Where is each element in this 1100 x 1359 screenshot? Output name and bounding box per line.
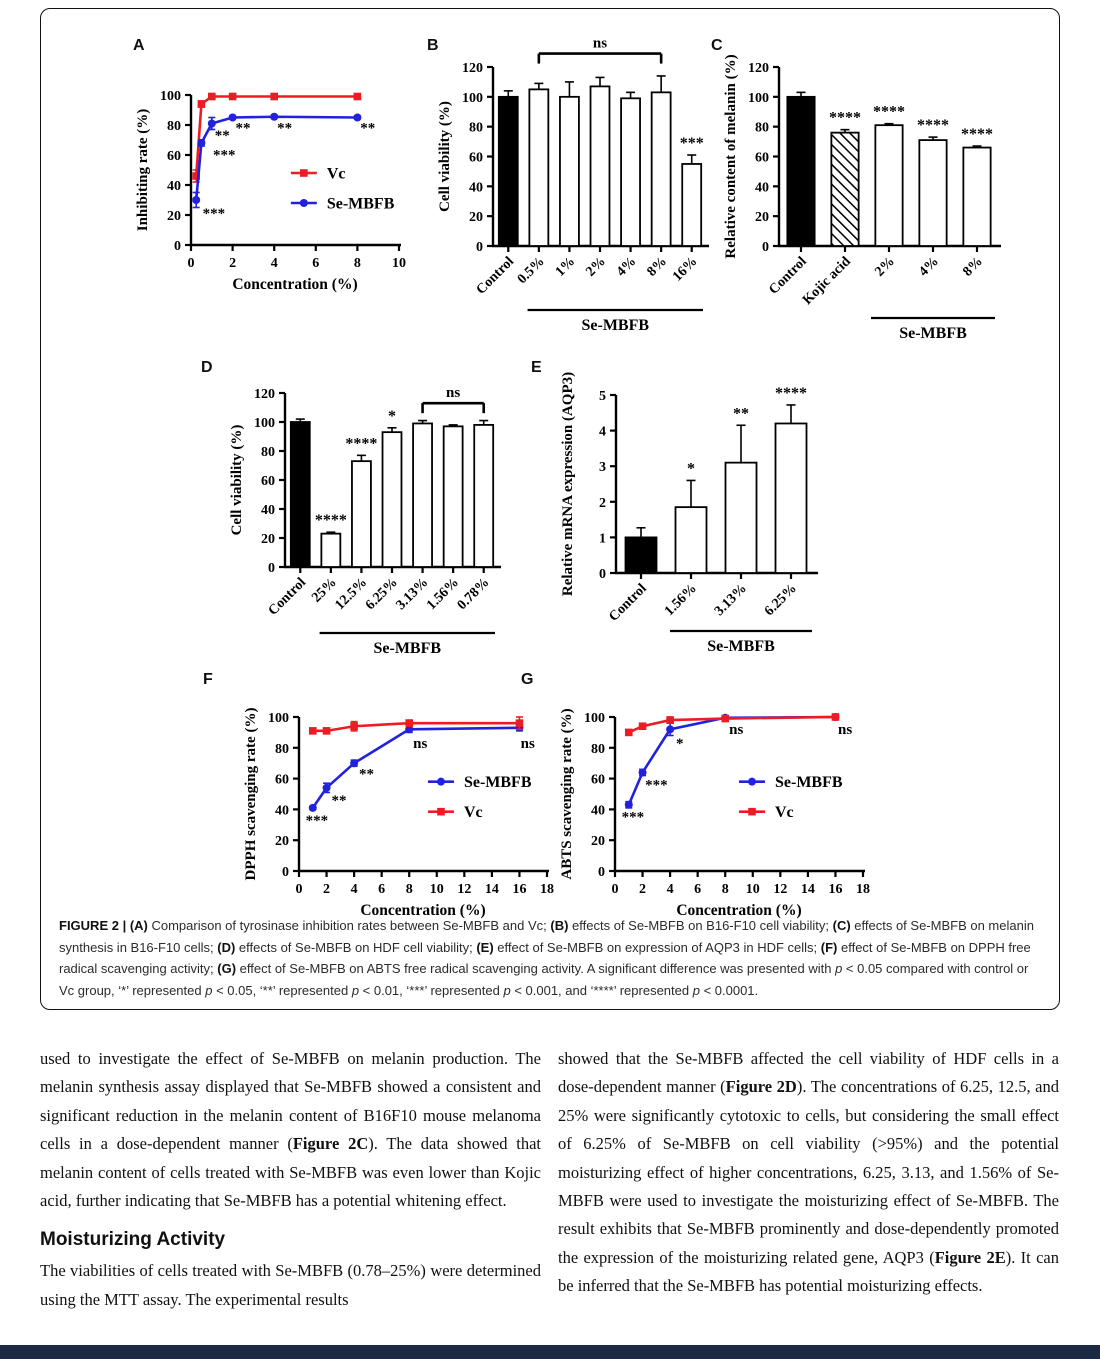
svg-text:6.25%: 6.25%: [761, 581, 800, 620]
svg-text:Control: Control: [473, 254, 518, 298]
svg-text:0: 0: [174, 239, 181, 254]
svg-text:60: 60: [469, 150, 483, 166]
svg-text:4: 4: [666, 882, 674, 897]
svg-text:2%: 2%: [583, 254, 609, 280]
svg-text:Inhibiting rate (%): Inhibiting rate (%): [135, 108, 151, 232]
svg-text:18: 18: [540, 882, 554, 897]
svg-text:ns: ns: [413, 735, 428, 752]
svg-text:Relative mRNA expression (AQP3: Relative mRNA expression (AQP3): [560, 371, 576, 597]
chart-a-tyrosinase-inhibition: [125, 61, 425, 309]
svg-text:10: 10: [429, 882, 444, 897]
svg-text:60: 60: [261, 474, 275, 489]
svg-text:0: 0: [295, 882, 303, 897]
svg-text:10: 10: [745, 882, 760, 897]
panel-f-label: F: [203, 671, 213, 688]
svg-text:6.25%: 6.25%: [362, 575, 401, 614]
svg-text:120: 120: [462, 61, 483, 76]
figure-2-box: [40, 8, 1060, 1010]
svg-text:14: 14: [484, 882, 499, 897]
svg-text:14: 14: [800, 882, 815, 897]
svg-text:3.13%: 3.13%: [711, 581, 750, 620]
right-column: [558, 1045, 1059, 1314]
svg-text:ns: ns: [592, 35, 608, 52]
svg-text:***: ***: [305, 812, 329, 829]
svg-text:0: 0: [476, 240, 483, 255]
panel-a-label: A: [133, 37, 145, 54]
svg-text:0: 0: [611, 882, 619, 897]
svg-text:40: 40: [275, 803, 289, 819]
svg-text:Kojic acid: Kojic acid: [800, 254, 854, 308]
panel-d-label: D: [201, 359, 213, 376]
svg-text:***: ***: [679, 135, 704, 153]
panel-b-label: B: [427, 37, 439, 54]
svg-text:6: 6: [378, 882, 386, 897]
svg-text:100: 100: [748, 90, 769, 106]
svg-text:Se-MBFB: Se-MBFB: [581, 317, 650, 334]
svg-text:100: 100: [254, 416, 275, 431]
svg-text:12.5%: 12.5%: [332, 575, 371, 614]
svg-text:0: 0: [268, 561, 275, 576]
chart-f-dpph-scavenging: [237, 693, 567, 933]
svg-text:1: 1: [599, 531, 606, 547]
svg-text:0: 0: [762, 240, 769, 255]
svg-text:1.56%: 1.56%: [424, 575, 462, 614]
svg-text:ns: ns: [729, 721, 744, 738]
svg-text:20: 20: [591, 834, 605, 850]
svg-text:8: 8: [353, 256, 361, 271]
svg-text:8%: 8%: [960, 254, 986, 280]
svg-text:****: ****: [873, 103, 905, 121]
svg-text:0.78%: 0.78%: [454, 575, 493, 614]
svg-text:ABTS scavenging rate (%): ABTS scavenging rate (%): [559, 708, 575, 880]
svg-text:80: 80: [469, 120, 483, 136]
svg-text:0: 0: [598, 865, 605, 880]
svg-text:***: ***: [645, 777, 668, 794]
svg-text:****: ****: [314, 512, 347, 530]
svg-text:80: 80: [755, 120, 769, 136]
svg-text:Control: Control: [766, 254, 810, 298]
svg-text:Se-MBFB: Se-MBFB: [707, 638, 775, 655]
svg-text:4%: 4%: [613, 254, 640, 280]
svg-text:ns: ns: [837, 721, 853, 738]
svg-text:****: ****: [775, 384, 807, 402]
svg-text:16: 16: [828, 882, 843, 897]
svg-text:Cell viability (%): Cell viability (%): [437, 101, 453, 212]
svg-text:Concentration (%): Concentration (%): [360, 902, 486, 919]
svg-text:*: *: [676, 735, 684, 752]
svg-text:20: 20: [755, 210, 769, 226]
svg-text:8: 8: [721, 882, 729, 897]
svg-text:Se-MBFB: Se-MBFB: [373, 640, 442, 657]
chart-b-b16f10-viability: [433, 29, 723, 364]
left-paragraph-2: The viabilities of cells treated with Se-MBFB (0.78–25%) were determined using the MTT assay. The experimental results: [40, 1261, 541, 1309]
svg-text:18: 18: [856, 882, 870, 897]
chart-d-hdf-viability: [219, 357, 519, 687]
svg-text:**: **: [214, 128, 230, 144]
svg-text:2: 2: [639, 882, 647, 897]
svg-text:60: 60: [275, 772, 289, 788]
chart-c-melanin-content: [715, 29, 1015, 364]
right-paragraph-1: showed that the Se-MBFB affected the cell viability of HDF cells in a dose-dependent manner (Figure 2D). The concentrations of 6.25, 12.5, and 25% were significantly cytotoxic to cells, but considering the small effect of 6.25% of Se-MBFB on cell viability (>95%) and the potential moisturizing effect of higher concentrations, 6.25, 3.13, and 1.56% of Se-MBFB were used to investigate the moisturizing effect of Se-MBFB. The result exhibits that Se-MBFB prominently and dose-dependently promoted the expression of the moisturizing related gene, AQP3 (Figure 2E). It can be inferred that the Se-MBFB has potential moisturizing effects.: [558, 1049, 1060, 1295]
svg-text:**: **: [360, 120, 376, 137]
svg-text:0.5%: 0.5%: [514, 254, 548, 288]
svg-text:80: 80: [261, 445, 275, 460]
section-heading: Moisturizing Activity: [40, 1229, 226, 1251]
svg-text:6: 6: [694, 882, 702, 897]
svg-text:40: 40: [167, 179, 181, 194]
svg-text:40: 40: [469, 180, 483, 196]
svg-text:8%: 8%: [644, 254, 670, 280]
svg-text:20: 20: [167, 209, 181, 224]
svg-text:4: 4: [599, 424, 606, 440]
svg-text:0: 0: [599, 567, 606, 582]
svg-text:ns: ns: [520, 735, 535, 752]
svg-text:**: **: [733, 405, 749, 423]
svg-text:16: 16: [512, 882, 527, 897]
svg-text:Se-MBFB: Se-MBFB: [326, 195, 395, 213]
svg-text:40: 40: [261, 503, 275, 518]
svg-text:120: 120: [748, 61, 769, 76]
svg-text:100: 100: [584, 711, 605, 726]
svg-text:2: 2: [229, 256, 237, 271]
svg-text:*: *: [388, 407, 396, 425]
svg-text:4%: 4%: [916, 254, 942, 280]
svg-text:20: 20: [469, 210, 483, 226]
svg-text:ns: ns: [446, 385, 461, 402]
svg-text:Control: Control: [265, 575, 310, 619]
svg-text:20: 20: [261, 532, 275, 547]
svg-text:1%: 1%: [552, 254, 579, 280]
svg-text:****: ****: [829, 109, 861, 127]
svg-text:0: 0: [282, 865, 289, 880]
svg-text:***: ***: [213, 147, 236, 164]
svg-text:2%: 2%: [872, 254, 898, 280]
svg-text:5: 5: [599, 389, 606, 404]
svg-text:Vc: Vc: [775, 804, 794, 822]
svg-text:Concentration (%): Concentration (%): [232, 276, 358, 293]
svg-text:4: 4: [270, 256, 278, 271]
svg-text:*: *: [687, 460, 695, 478]
panel-e-label: E: [531, 359, 542, 376]
svg-text:**: **: [277, 120, 293, 137]
svg-text:100: 100: [268, 711, 289, 726]
svg-text:1.56%: 1.56%: [661, 581, 700, 620]
svg-text:Concentration (%): Concentration (%): [676, 902, 802, 919]
svg-text:Se-MBFB: Se-MBFB: [899, 325, 967, 342]
svg-text:0: 0: [187, 256, 195, 271]
svg-text:Relative content of melanin (%: Relative content of melanin (%): [723, 54, 739, 259]
svg-text:Vc: Vc: [326, 165, 346, 183]
svg-text:25%: 25%: [309, 575, 340, 606]
svg-text:****: ****: [917, 117, 949, 135]
figure-caption: FIGURE 2 | (A) Comparison of tyrosinase inhibition rates between Se-MBFB and Vc; (B) effects of Se-MBFB on B16-F10 cell viability; (C) effects of Se-MBFB on melanin synthesis in B16-F10 cells; (D) effects of Se-MBFB on HDF cell viability; (E) effect of Se-MBFB on expression of AQP3 in HDF cells; (F) effect of Se-MBFB on DPPH free radical scavenging activity; (G) effect of Se-MBFB on ABTS free radical scavenging activity. A significant difference was presented with p < 0.05 compared with control or Vc group, ‘*’ represented p < 0.05, ‘**’ represented p < 0.01, ‘***’ represented p < 0.001, and ‘****’ represented p < 0.0001.: [59, 918, 1034, 998]
svg-text:20: 20: [275, 834, 289, 850]
chart-e-aqp3-expression: [546, 357, 836, 675]
svg-text:DPPH scavenging rate (%): DPPH scavenging rate (%): [243, 707, 259, 881]
svg-text:10: 10: [392, 256, 406, 271]
svg-text:60: 60: [167, 149, 181, 164]
svg-text:2: 2: [323, 882, 331, 897]
left-column: [40, 1045, 541, 1314]
panel-c-label: C: [711, 37, 723, 54]
svg-text:12: 12: [457, 882, 472, 897]
svg-text:Vc: Vc: [463, 804, 483, 822]
chart-g-abts-scavenging: [553, 693, 883, 933]
svg-text:40: 40: [591, 803, 605, 819]
svg-text:80: 80: [167, 119, 181, 134]
svg-text:Se-MBFB: Se-MBFB: [463, 774, 532, 792]
svg-text:Cell viability (%): Cell viability (%): [229, 424, 245, 536]
svg-text:100: 100: [462, 90, 483, 106]
panel-g-label: G: [521, 671, 534, 688]
svg-text:**: **: [359, 766, 375, 783]
svg-text:****: ****: [961, 126, 993, 144]
svg-text:120: 120: [254, 387, 275, 402]
svg-text:16%: 16%: [670, 254, 701, 285]
svg-text:2: 2: [599, 495, 606, 511]
svg-text:80: 80: [591, 741, 605, 757]
svg-text:12: 12: [773, 882, 788, 897]
svg-text:3.13%: 3.13%: [393, 575, 432, 614]
svg-text:40: 40: [755, 180, 769, 196]
svg-text:8: 8: [405, 882, 413, 897]
svg-text:Control: Control: [606, 581, 650, 625]
svg-text:Se-MBFB: Se-MBFB: [775, 774, 843, 792]
svg-text:60: 60: [591, 772, 605, 788]
svg-text:****: ****: [345, 435, 378, 453]
svg-text:80: 80: [275, 741, 289, 757]
body-text: [40, 1045, 1060, 1314]
svg-text:60: 60: [755, 150, 769, 166]
svg-text:4: 4: [350, 882, 358, 897]
svg-text:***: ***: [202, 206, 226, 222]
svg-text:***: ***: [621, 809, 645, 826]
svg-text:**: **: [331, 792, 347, 809]
left-paragraph-1: used to investigate the effect of Se-MBFB on melanin production. The melanin synthesis assay displayed that Se-MBFB showed a consistent and significant reduction in the melanin content of B16F10 mouse melanoma cells in a dose-dependent manner (Figure 2C). The data showed that melanin content of cells treated with Se-MBFB was even lower than Kojic acid, further indicating that Se-MBFB has a potential whitening effect.: [40, 1049, 541, 1210]
svg-text:3: 3: [599, 460, 606, 476]
svg-text:6: 6: [312, 256, 320, 271]
svg-text:100: 100: [160, 89, 181, 104]
svg-text:**: **: [235, 120, 251, 137]
bottom-bar: [0, 1345, 1100, 1359]
